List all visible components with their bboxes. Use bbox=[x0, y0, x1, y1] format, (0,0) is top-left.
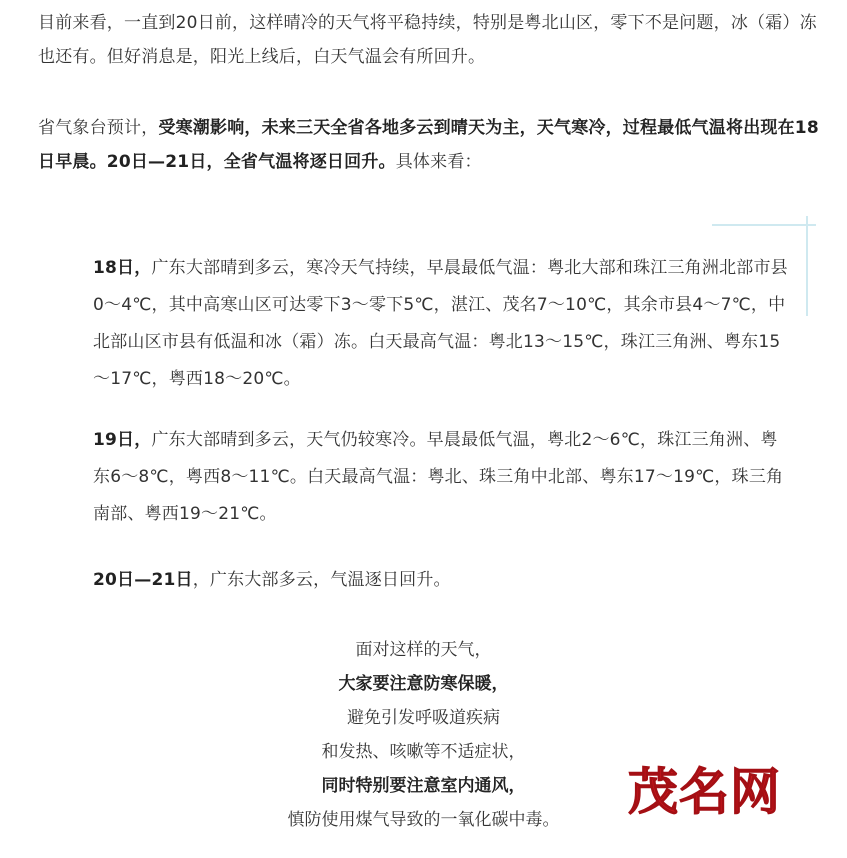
closing-line: 和发热、咳嗽等不适症状， bbox=[321, 742, 526, 762]
closing-line-bold: 大家要注意防寒保暖， bbox=[338, 674, 509, 694]
day-label: 19日， bbox=[93, 430, 152, 450]
intro-text: 目前来看，一直到20日前，这样晴冷的天气将平稳持续，特别是粤北山区，零下不是问题，冰（霜）冻也还有。但好消息是，阳光上线后，白天气温会有所回升。 bbox=[38, 13, 817, 67]
forecast-intro-suffix: 具体来看： bbox=[395, 152, 482, 172]
day-text: ，广东大部多云，气温逐日回升。 bbox=[192, 570, 451, 590]
day-text: 广东大部晴到多云，寒冷天气持续，早晨最低气温：粤北大部和珠江三角洲北部市县0～4℃，其中高寒山区可达零下3～零下5℃，湛江、茂名7～10℃，其余市县4～7℃，中北部山区市县有低温和冰（霜）冻。白天最高气温：粤北13～15℃，珠江三角洲、粤东15～17℃，粤西18～20℃。 bbox=[93, 258, 788, 389]
day-text: 广东大部晴到多云，天气仍较寒冷。早晨最低气温，粤北2～6℃，珠江三角洲、粤东6～8℃，粤西8～11℃。白天最高气温：粤北、珠三角中北部、粤东17～19℃，珠三角南部、粤西19～21℃。 bbox=[93, 430, 784, 524]
day-forecast-19 bbox=[93, 422, 793, 533]
site-watermark-logo: 茂名网 bbox=[628, 763, 781, 821]
decorative-vertical-line bbox=[806, 216, 808, 316]
closing-line-bold: 同时特别要注意室内通风， bbox=[321, 776, 526, 796]
closing-line: 面对这样的天气， bbox=[355, 640, 492, 660]
day-forecast-20-21 bbox=[93, 562, 793, 599]
forecast-intro-bold: 受寒潮影响，未来三天全省各地多云到晴天为主，天气寒冷，过程最低气温将出现在18日早晨。20日—21日，全省气温将逐日回升。 bbox=[38, 118, 819, 172]
closing-line: 避免引发呼吸道疾病 bbox=[347, 708, 500, 728]
intro-paragraph bbox=[38, 6, 828, 74]
decorative-horizontal-line bbox=[712, 224, 816, 226]
forecast-intro-paragraph bbox=[38, 111, 828, 179]
day-label: 20日—21日 bbox=[93, 570, 193, 590]
day-forecast-18 bbox=[93, 250, 793, 398]
closing-line: 慎防使用煤气导致的一氧化碳中毒。 bbox=[287, 810, 560, 830]
day-label: 18日， bbox=[93, 258, 152, 278]
forecast-intro-prefix: 省气象台预计， bbox=[38, 118, 159, 138]
